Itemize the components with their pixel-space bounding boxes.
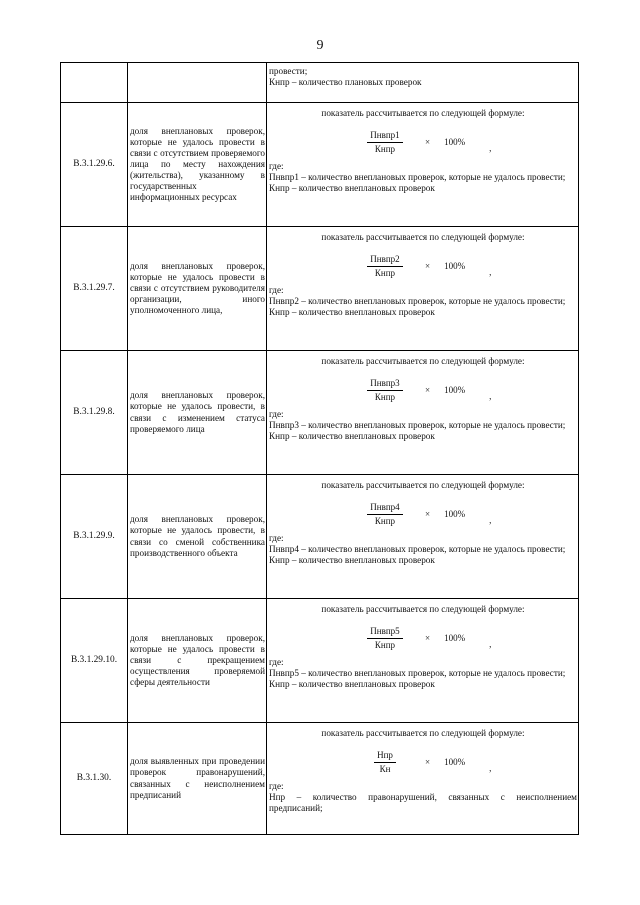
fraction-denominator: Кнпр: [374, 391, 396, 402]
multiply-sign: ×: [425, 260, 431, 271]
fraction-denominator: Кнпр: [374, 143, 396, 154]
indicator-description: [128, 103, 267, 227]
indicator-description-text: доля внеплановых проверок, которые не удалось провести в связи с отсутствием руководителя организации, иного уполномоченного лица,: [130, 260, 265, 316]
table-row: [61, 475, 579, 599]
formula-definitions: [269, 296, 577, 318]
multiply-sign: ×: [425, 508, 431, 519]
formula-cell: [267, 103, 579, 227]
code-cell-empty: [61, 63, 128, 103]
fraction: [361, 378, 409, 403]
formula-definitions: [269, 420, 577, 442]
formula-cell: [267, 599, 579, 723]
formula-comma: ,: [489, 762, 492, 773]
indicator-code: В.3.1.29.7.: [61, 227, 128, 351]
indicator-code: В.3.1.29.6.: [61, 103, 128, 227]
table-row: [61, 103, 579, 227]
formula-intro: показатель рассчитывается по следующей формуле:: [321, 604, 525, 614]
description-cell-empty: [128, 63, 267, 103]
where-label: где:: [269, 161, 284, 172]
fraction-numerator: Пнвпр4: [367, 502, 402, 515]
indicator-description: [128, 351, 267, 475]
formula-cell: [267, 351, 579, 475]
formula-intro: показатель рассчитывается по следующей формуле:: [321, 728, 525, 738]
percent-value: 100%: [444, 136, 466, 147]
percent-value: 100%: [444, 384, 466, 395]
formula-intro: показатель рассчитывается по следующей формуле:: [321, 356, 525, 366]
formula-comma: ,: [489, 266, 492, 277]
indicators-table: [60, 62, 579, 835]
indicator-code: В.3.1.29.10.: [61, 599, 128, 723]
formula: [269, 621, 577, 655]
continuation-line-1: провести;: [269, 66, 308, 76]
where-label: где:: [269, 533, 284, 544]
indicator-code: В.3.1.29.8.: [61, 351, 128, 475]
fraction-denominator: Кнпр: [374, 515, 396, 526]
fraction: [361, 750, 409, 775]
indicator-description-text: доля внеплановых проверок, которые не удалось провести, в связи с изменением статуса проверяемого лица: [130, 390, 265, 434]
fraction-numerator: Пнвпр5: [367, 626, 402, 639]
definition-line: Кнпр – количество внеплановых проверок: [269, 679, 435, 690]
fraction-numerator: Пнвпр1: [367, 130, 402, 143]
definition-line: Пнвпр3 – количество внеплановых проверок, которые не удалось провести;: [269, 420, 566, 431]
indicator-description: [128, 227, 267, 351]
where-label: где:: [269, 285, 284, 296]
formula-definitions: [269, 792, 577, 814]
table-row: [61, 351, 579, 475]
fraction-numerator: Пнвпр3: [367, 378, 402, 391]
formula: [269, 497, 577, 531]
formula: [269, 373, 577, 407]
formula-comma: ,: [489, 142, 492, 153]
indicator-description-text: доля внеплановых проверок, которые не удалось провести в связи с прекращением осуществления проверяемой сферы деятельности: [130, 632, 265, 688]
definition-line: Кнпр – количество внеплановых проверок: [269, 307, 435, 318]
formula-definitions: [269, 544, 577, 566]
multiply-sign: ×: [425, 756, 431, 767]
multiply-sign: ×: [425, 136, 431, 147]
definition-line: Пнвпр1 – количество внеплановых проверок, которые не удалось провести;: [269, 172, 566, 183]
formula: [269, 125, 577, 159]
percent-value: 100%: [444, 632, 466, 643]
indicator-description-text: доля выявленных при проведении проверок правонарушений, связанных с неисполнением предписаний: [130, 756, 265, 800]
table-row: [61, 227, 579, 351]
indicator-description: [128, 723, 267, 835]
where-label: где:: [269, 409, 284, 420]
multiply-sign: ×: [425, 384, 431, 395]
where-label: где:: [269, 781, 284, 792]
formula-intro: показатель рассчитывается по следующей формуле:: [321, 480, 525, 490]
formula: [269, 249, 577, 283]
formula-comma: ,: [489, 390, 492, 401]
indicator-description-text: доля внеплановых проверок, которые не удалось провести, в связи со сменой собственника производственного объекта: [130, 514, 265, 558]
formula-definitions: [269, 172, 577, 194]
continuation-line-2: Кнпр – количество плановых проверок: [269, 77, 422, 88]
formula-comma: ,: [489, 638, 492, 649]
where-label: где:: [269, 657, 284, 668]
indicator-description-text: доля внеплановых проверок, которые не удалось провести в связи с отсутствием проверяемого лица по месту нахождения (жительства), указанному в государственных информационных ресурсах: [130, 125, 265, 203]
formula-intro: показатель рассчитывается по следующей формуле:: [321, 108, 525, 118]
fraction-denominator: Кнпр: [374, 267, 396, 278]
formula: [269, 745, 577, 779]
table-row: [61, 599, 579, 723]
fraction-denominator: Кн: [379, 763, 391, 774]
definition-line: Пнвпр4 – количество внеплановых проверок, которые не удалось провести;: [269, 544, 566, 555]
percent-value: 100%: [444, 260, 466, 271]
indicator-code: В.3.1.30.: [61, 723, 128, 835]
indicator-description: [128, 475, 267, 599]
fraction: [361, 254, 409, 279]
formula-comma: ,: [489, 514, 492, 525]
definition-line: Кнпр – количество внеплановых проверок: [269, 555, 435, 566]
definition-line: Кнпр – количество внеплановых проверок: [269, 183, 435, 194]
fraction: [361, 130, 409, 155]
definition-line: Кнпр – количество внеплановых проверок: [269, 431, 435, 442]
fraction: [361, 502, 409, 527]
table-row-continuation: [61, 63, 579, 103]
formula-cell: [267, 475, 579, 599]
table-row: [61, 723, 579, 835]
indicator-code: В.3.1.29.9.: [61, 475, 128, 599]
percent-value: 100%: [444, 508, 466, 519]
fraction: [361, 626, 409, 651]
fraction-numerator: Пнвпр2: [367, 254, 402, 267]
fraction-denominator: Кнпр: [374, 639, 396, 650]
multiply-sign: ×: [425, 632, 431, 643]
definition-line: Пнвпр5 – количество внеплановых проверок, которые не удалось провести;: [269, 668, 566, 679]
formula-intro: показатель рассчитывается по следующей формуле:: [321, 232, 525, 242]
percent-value: 100%: [444, 756, 466, 767]
page-number: 9: [316, 38, 324, 53]
formula-definitions: [269, 668, 577, 690]
definition-line: Нпр – количество правонарушений, связанных с неисполнением предписаний;: [269, 792, 577, 814]
indicator-description: [128, 599, 267, 723]
formula-cell: [267, 723, 579, 835]
fraction-numerator: Нпр: [374, 750, 396, 763]
definition-line: Пнвпр2 – количество внеплановых проверок, которые не удалось провести;: [269, 296, 566, 307]
formula-cell: [267, 227, 579, 351]
formula-cell-continuation: [267, 63, 579, 103]
